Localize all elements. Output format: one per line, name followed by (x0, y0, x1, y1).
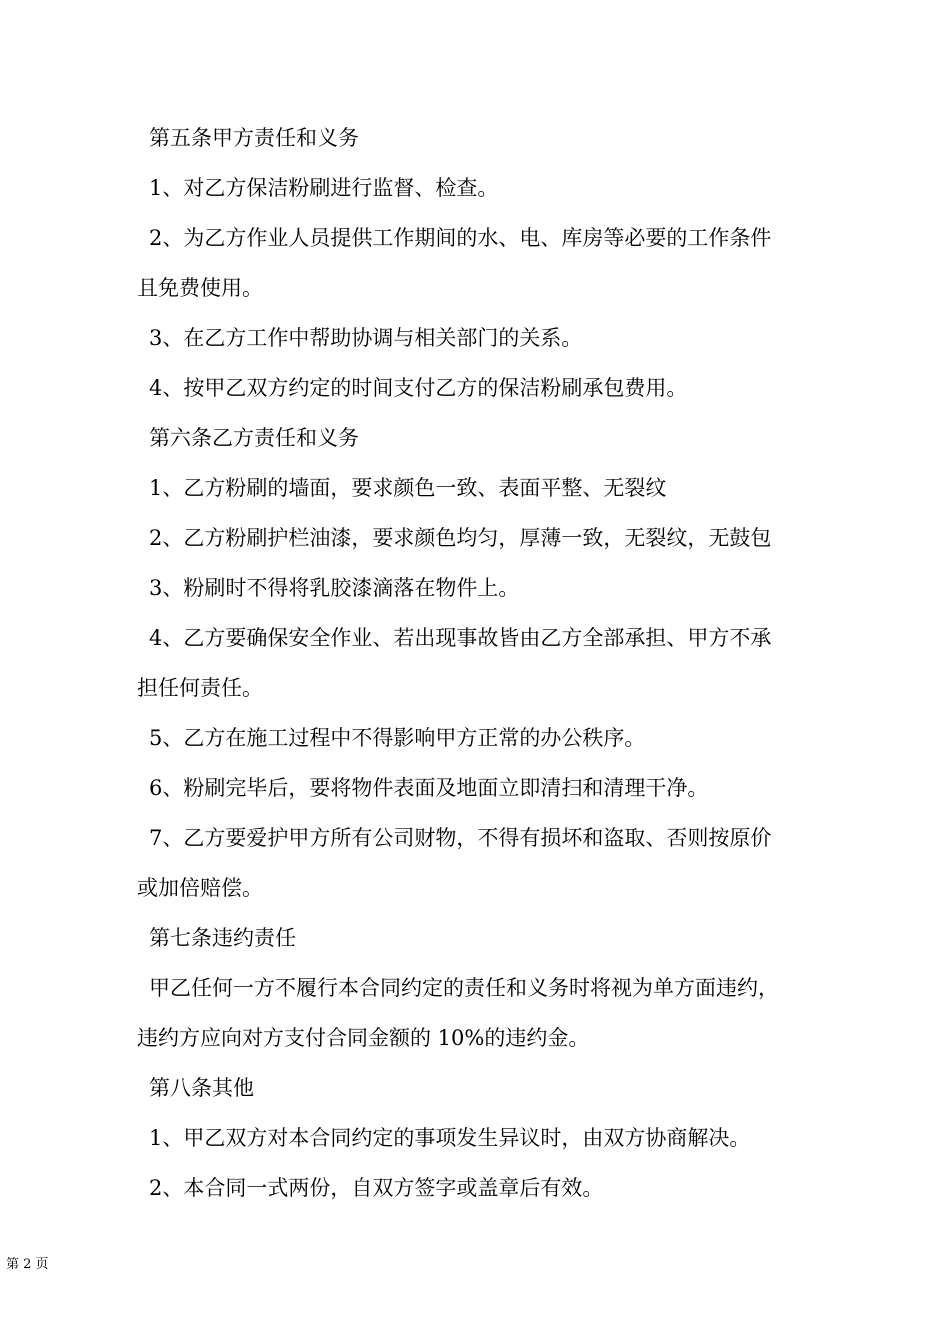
text-line: 4、按甲乙双方约定的时间支付乙方的保洁粉刷承包费用。 (149, 376, 688, 400)
document-body (137, 113, 817, 1213)
text-line: 3、在乙方工作中帮助协调与相关部门的关系。 (149, 326, 583, 350)
text-line: 2、为乙方作业人员提供工作期间的水、电、库房等必要的工作条件 (149, 226, 772, 250)
page-number: 第 2 页 (6, 1257, 49, 1272)
text-line: 违约方应向对方支付合同金额的 10%的违约金。 (137, 1026, 590, 1050)
text-line: 1、乙方粉刷的墙面，要求颜色一致、表面平整、无裂纹 (149, 476, 667, 500)
section-heading-7: 第七条违约责任 (149, 926, 296, 950)
text-line: 6、粉刷完毕后，要将物件表面及地面立即清扫和清理干净。 (149, 776, 709, 800)
text-line: 2、乙方粉刷护栏油漆，要求颜色均匀，厚薄一致，无裂纹，无鼓包 (149, 526, 772, 550)
text-line: 7、乙方要爱护甲方所有公司财物，不得有损坏和盗取、否则按原价 (149, 826, 772, 850)
text-line: 1、甲乙双方对本合同约定的事项发生异议时，由双方协商解决。 (149, 1126, 751, 1150)
section-heading-5: 第五条甲方责任和义务 (149, 126, 359, 150)
text-line: 3、粉刷时不得将乳胶漆滴落在物件上。 (149, 576, 520, 600)
section-heading-6: 第六条乙方责任和义务 (149, 426, 359, 450)
text-line: 且免费使用。 (137, 276, 263, 300)
section-heading-8: 第八条其他 (149, 1076, 254, 1100)
text-line: 甲乙任何一方不履行本合同约定的责任和义务时将视为单方面违约， (149, 976, 779, 1000)
text-line: 4、乙方要确保安全作业、若出现事故皆由乙方全部承担、甲方不承 (149, 626, 772, 650)
text-line: 5、乙方在施工过程中不得影响甲方正常的办公秩序。 (149, 726, 646, 750)
text-line: 1、对乙方保洁粉刷进行监督、检查。 (149, 176, 499, 200)
text-line: 担任何责任。 (137, 676, 263, 700)
text-line: 2、本合同一式两份，自双方签字或盖章后有效。 (149, 1176, 604, 1200)
text-line: 或加倍赔偿。 (137, 876, 263, 900)
